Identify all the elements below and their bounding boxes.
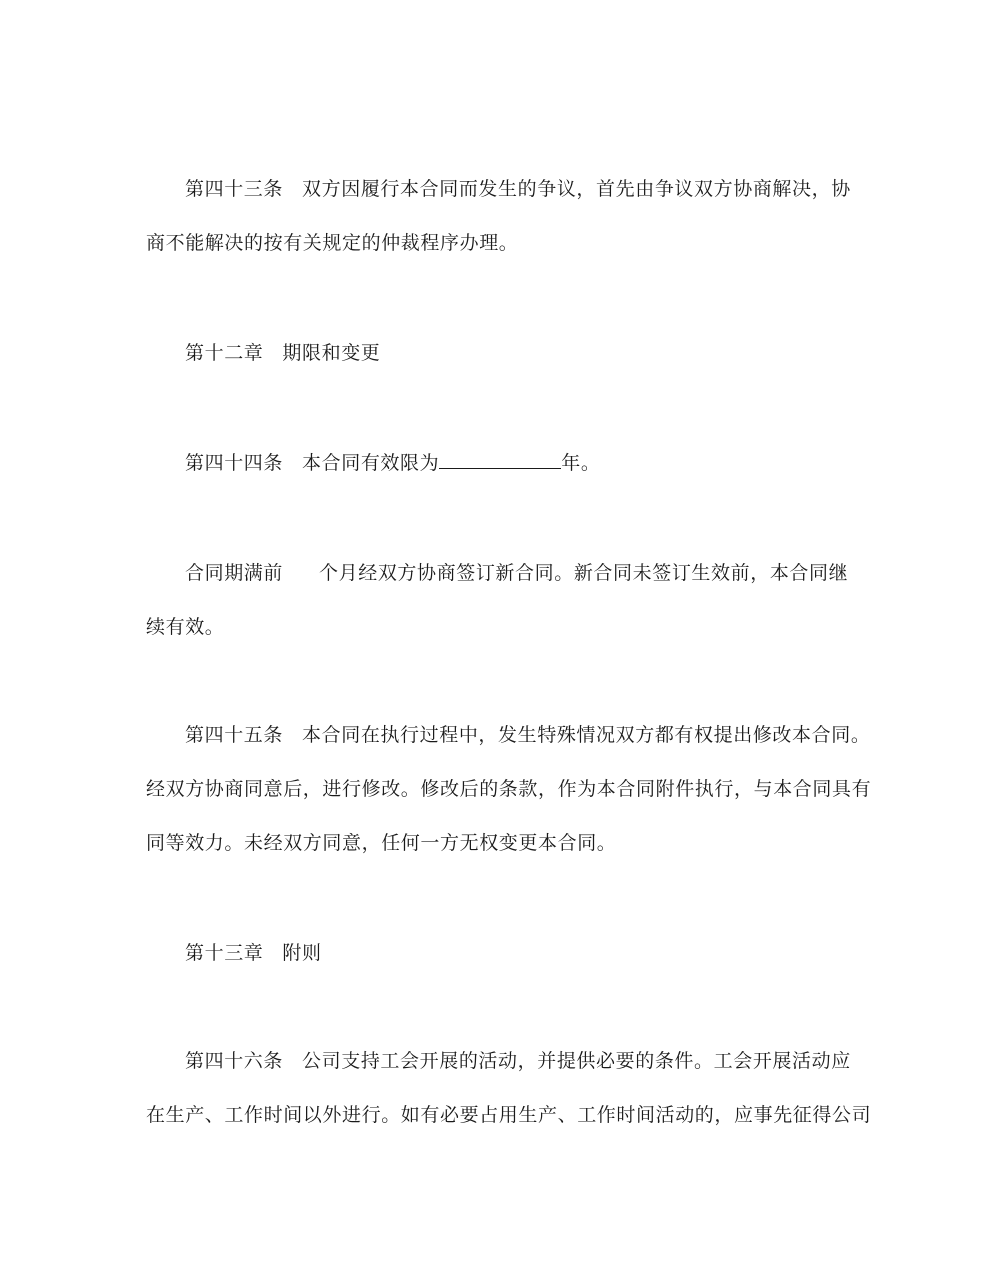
article-43-label: 第四十三条 bbox=[185, 178, 284, 200]
term-years-blank bbox=[439, 450, 561, 469]
article-46-text-1: 公司支持工会开展的活动，并提供必要的条件。工会开展活动应 bbox=[302, 1050, 851, 1072]
article-46-label: 第四十六条 bbox=[185, 1050, 284, 1072]
article-43-text-1: 双方因履行本合同而发生的争议，首先由争议双方协商解决，协 bbox=[302, 178, 851, 200]
article-45-label: 第四十五条 bbox=[185, 724, 284, 746]
article-45-text-1: 本合同在执行过程中，发生特殊情况双方都有权提出修改本合同。 bbox=[302, 724, 871, 746]
article-44-text-after: 年。 bbox=[561, 452, 601, 474]
renewal-line-2: 续有效。 bbox=[146, 616, 225, 638]
chapter-12-heading bbox=[185, 340, 380, 366]
chapter-13-title: 附则 bbox=[282, 942, 322, 964]
article-46-line-2: 在生产、工作时间以外进行。如有必要占用生产、工作时间活动的，应事先征得公司 bbox=[146, 1104, 872, 1126]
article-44-line bbox=[185, 450, 600, 476]
article-45-line-2: 经双方协商同意后，进行修改。修改后的条款，作为本合同附件执行，与本合同具有 bbox=[146, 778, 872, 800]
chapter-12-label: 第十二章 bbox=[185, 342, 264, 364]
renewal-text-before: 合同期满前 bbox=[185, 562, 284, 584]
article-46-line-1 bbox=[185, 1048, 851, 1074]
renewal-line-1 bbox=[185, 560, 848, 586]
article-45-line-1 bbox=[185, 722, 870, 748]
article-45-line-3: 同等效力。未经双方同意，任何一方无权变更本合同。 bbox=[146, 832, 617, 854]
chapter-12-title: 期限和变更 bbox=[282, 342, 381, 364]
chapter-13-heading bbox=[185, 940, 322, 966]
article-43-line-1 bbox=[185, 176, 851, 202]
article-44-text-before: 本合同有效限为 bbox=[302, 452, 440, 474]
article-44-label: 第四十四条 bbox=[185, 452, 284, 474]
article-43-line-2: 商不能解决的按有关规定的仲裁程序办理。 bbox=[146, 232, 519, 254]
chapter-13-label: 第十三章 bbox=[185, 942, 264, 964]
renewal-text-after: 个月经双方协商签订新合同。新合同未签订生效前，本合同继 bbox=[319, 562, 849, 584]
